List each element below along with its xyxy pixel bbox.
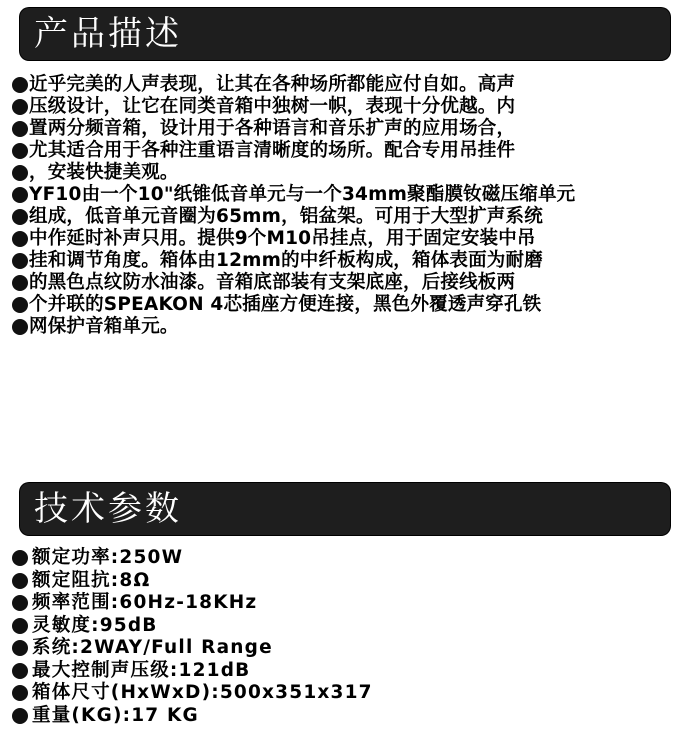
description-line: YF10由一个10"纸锥低音单元与一个34mm聚酯膜钕磁压缩单元 [12,184,692,206]
spec-weight: 重量(KG):17 KG [12,705,692,728]
bullet-icon [12,297,28,313]
specs-list [12,547,692,727]
bullet-icon [12,121,28,137]
description-line: 组成，低音单元音圈为65mm，铝盆架。可用于大型扩声系统 [12,206,692,228]
bullet-icon [12,165,28,181]
bullet-icon [12,275,28,291]
bullet-icon [12,253,28,269]
bullet-icon [12,618,28,634]
bullet-icon [12,685,28,701]
description-line: 压级设计，让它在同类音箱中独树一帜，表现十分优越。内 [12,96,692,118]
bullet-icon [12,708,28,724]
description-line: 近乎完美的人声表现，让其在各种场所都能应付自如。高声 [12,74,692,96]
bullet-icon [12,143,28,159]
spec-impedance: 额定阻抗:8Ω [12,570,692,593]
bullet-icon [12,319,28,335]
bullet-icon [12,209,28,225]
description-line: 挂和调节角度。箱体由12mm的中纤板构成，箱体表面为耐磨 [12,250,692,272]
description-line: 置两分频音箱，设计用于各种语言和音乐扩声的应用场合， [12,118,692,140]
bullet-icon [12,640,28,656]
bullet-icon [12,99,28,115]
description-line: 的黑色点纹防水油漆。音箱底部装有支架底座，后接线板两 [12,272,692,294]
bullet-icon [12,573,28,589]
description-line: 网保护音箱单元。 [12,316,692,338]
bullet-icon [12,77,28,93]
description-line: 尤其适合用于各种注重语言清晰度的场所。配合专用吊挂件 [12,140,692,162]
description-text [12,74,692,338]
description-line: ，安装快捷美观。 [12,162,692,184]
bullet-icon [12,663,28,679]
spec-dimensions: 箱体尺寸(HxWxD):500x351x317 [12,682,692,705]
spec-rated-power: 额定功率:250W [12,547,692,570]
specs-title: 技术参数 [34,489,182,529]
description-line: 中作延时补声只用。提供9个M10吊挂点，用于固定安装中吊 [12,228,692,250]
spec-frequency-range: 频率范围:60Hz-18KHz [12,592,692,615]
bullet-icon [12,550,28,566]
spec-system: 系统:2WAY/Full Range [12,637,692,660]
spec-sensitivity: 灵敏度:95dB [12,615,692,638]
spec-max-spl: 最大控制声压级:121dB [12,660,692,683]
bullet-icon [12,231,28,247]
bullet-icon [12,187,28,203]
description-line: 个并联的SPEAKON 4芯插座方便连接，黑色外覆透声穿孔铁 [12,294,692,316]
description-title: 产品描述 [34,14,182,54]
bullet-icon [12,595,28,611]
specs-header-bar [20,483,670,535]
description-header-bar [20,8,670,60]
